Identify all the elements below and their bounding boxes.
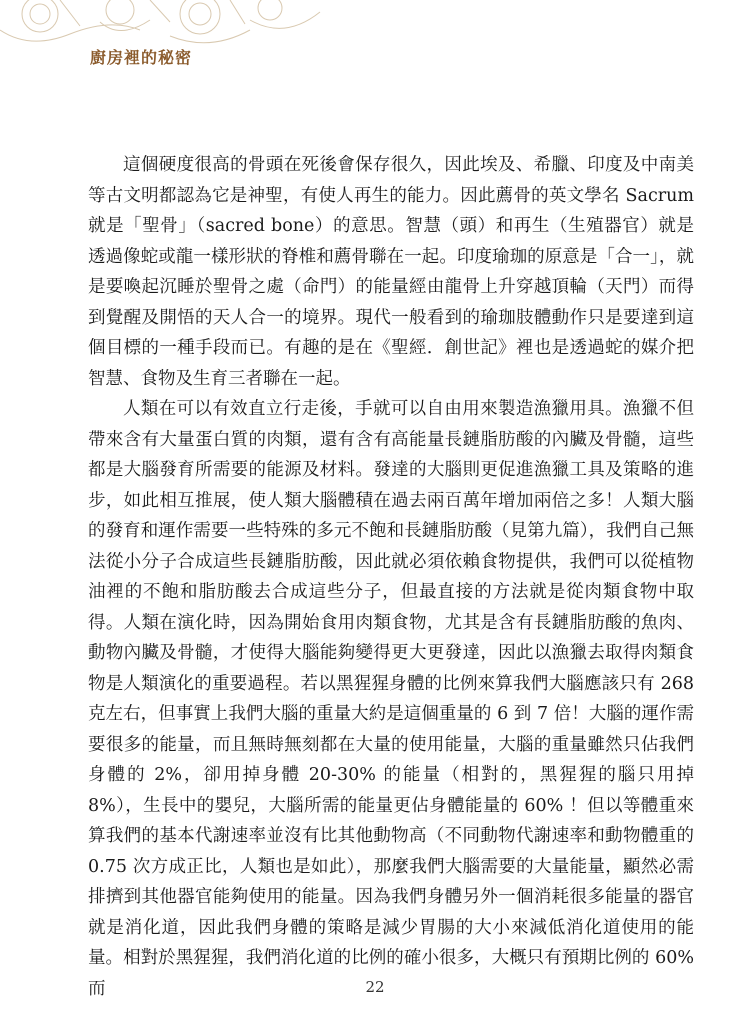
body-text: [88, 150, 694, 1004]
page-number: 22: [365, 978, 385, 996]
paragraph-1: 這個硬度很高的骨頭在死後會保存很久，因此埃及、希臘、印度及中南美等古文明都認為它是神聖，有使人再生的能力。因此薦骨的英文學名 Sacrum 就是「聖骨」（sacred bone）的意思。智慧（頭）和再生（生殖器官）就是透過像蛇或龍一樣形狀的脊椎和薦骨聯在一起。印度瑜珈的原意是「合一」，就是要喚起沉睡於聖骨之處（命門）的能量經由龍骨上升穿越頂輪（天門）而得到覺醒及開悟的天人合一的境界。現代一般看到的瑜珈肢體動作只是要達到這個目標的一種手段而已。有趣的是在《聖經．創世記》裡也是透過蛇的媒介把智慧、食物及生育三者聯在一起。: [88, 155, 694, 389]
running-header-book-title: 廚房裡的秘密: [90, 48, 193, 67]
paragraph-2: 人類在可以有效直立行走後，手就可以自由用來製造漁獵用具。漁獵不但帶來含有大量蛋白質的肉類，還有含有高能量長鏈脂肪酸的內臟及骨髓，這些都是大腦發育所需要的能源及材料。發達的大腦則更促進漁獵工具及策略的進步，如此相互推展，使人類大腦體積在過去兩百萬年增加兩倍之多！人類大腦的發育和運作需要一些特殊的多元不飽和長鏈脂肪酸（見第九篇），我們自己無法從小分子合成這些長鏈脂肪酸，因此就必須依賴食物提供，我們可以從植物油裡的不飽和脂肪酸去合成這些分子，但最直接的方法就是從肉類食物中取得。人類在演化時，因為開始食用肉類食物，尤其是含有長鏈脂肪酸的魚肉、動物內臟及骨髓，才使得大腦能夠變得更大更發達，因此以漁獵去取得肉類食物是人類演化的重要過程。若以黑猩猩身體的比例來算我們大腦應該只有 268 克左右，但事實上我們大腦的重量大約是這個重量的 6 到 7 倍！大腦的運作需要很多的能量，而且無時無刻都在大量的使用能量，大腦的重量雖然只佔我們身體的 2%，卻用掉身體 20-30% 的能量（相對的，黑猩猩的腦只用掉 8%），生長中的嬰兒，大腦所需的能量更佔身體能量的 60% ！但以等體重來算我們的基本代謝速率並沒有比其他動物高（不同動物代謝速率和動物體重的 0.75 次方成正比，人類也是如此），那麼我們大腦需要的大量能量，顯然必需排擠到其他器官能夠使用的能量。因為我們身體另外一個消耗很多能量的器官就是消化道，因此我們身體的策略是減少胃腸的大小來減低消化道使用的能量。相對於黑猩猩，我們消化道的比例的確小很多，大概只有預期比例的 60% 而: [88, 399, 694, 999]
